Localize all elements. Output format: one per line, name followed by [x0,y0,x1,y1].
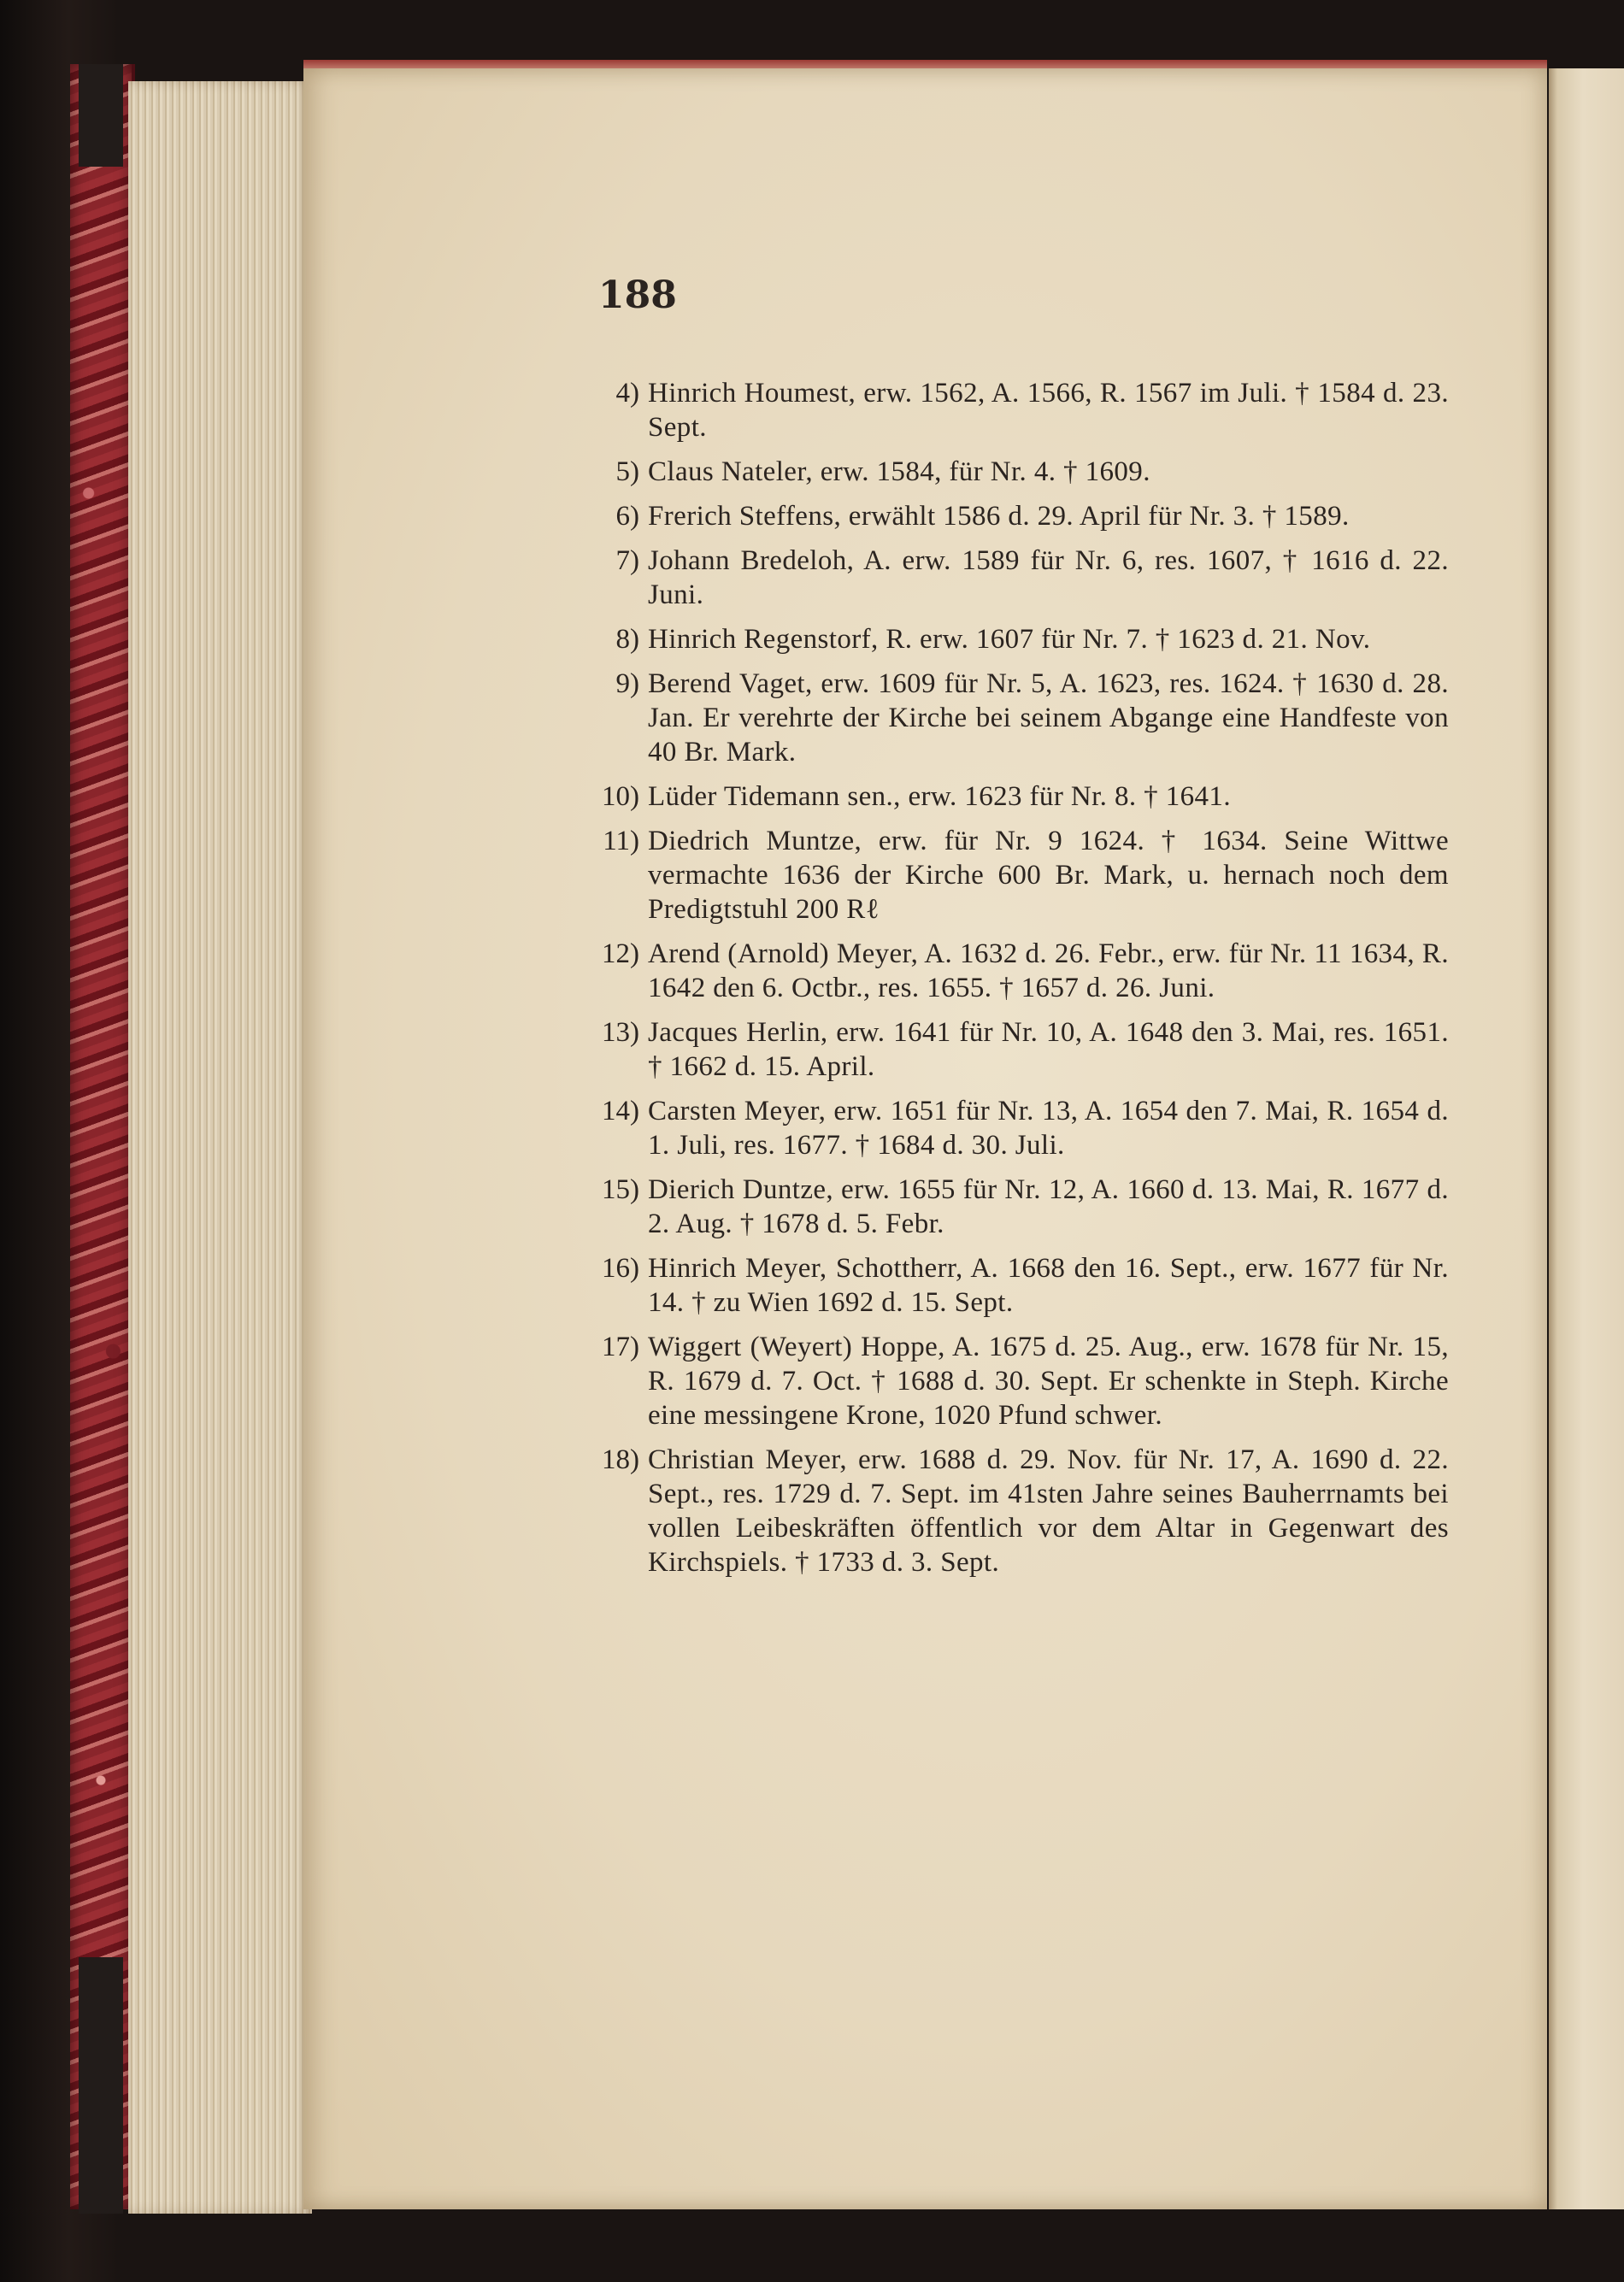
entry-text: Christian Meyer, erw. 1688 d. 29. Nov. für Nr. 17, A. 1690 d. 22. Sept., res. 1729 d. 7. Sept. im 41sten Jahre seines Bauherrnamts bei vollen Leibeskräften öffentlich vor dem Altar in Gegenwart des Kirchspiels. † 1733 d. 3. Sept. [648,1444,1449,1578]
page-number: 188 [598,273,677,317]
entry-number: 11) [603,826,639,856]
entry-number: 16) [602,1253,639,1284]
facing-page-edge [1549,68,1624,2209]
entry-text: Diedrich Muntze, erw. für Nr. 9 1624. † 1634. Seine Wittwe vermachte 1636 der Kirche 600 Br. Mark, u. hernach noch dem Predigtstuhl 200 Rℓ [648,826,1449,925]
entry-number: 4) [615,378,639,409]
entry-11 [573,824,1449,926]
entry-number: 8) [615,624,639,655]
entry-number: 17) [602,1332,639,1362]
entry-5 [573,455,1449,489]
entry-17 [573,1330,1449,1432]
entry-text: Carsten Meyer, erw. 1651 für Nr. 13, A. 1654 den 7. Mai, R. 1654 d. 1. Juli, res. 1677. † 1684 d. 30. Juli. [648,1096,1449,1161]
entry-16 [573,1251,1449,1320]
entry-text: Berend Vaget, erw. 1609 für Nr. 5, A. 1623, res. 1624. † 1630 d. 28. Jan. Er verehrte der Kirche bei seinem Abgange eine Handfeste von 40 Br. Mark. [648,668,1449,768]
entry-number: 12) [602,938,639,969]
entry-text: Wiggert (Weyert) Hoppe, A. 1675 d. 25. Aug., erw. 1678 für Nr. 15, R. 1679 d. 7. Oct. † 1688 d. 30. Sept. Er schenkte in Steph. Kirche eine messingene Krone, 1020 Pfund schwer. [648,1332,1449,1431]
entry-text: Hinrich Meyer, Schottherr, A. 1668 den 16. Sept., erw. 1677 für Nr. 14. † zu Wien 1692 d. 15. Sept. [648,1253,1449,1318]
entry-number: 14) [602,1096,639,1126]
entry-text: Johann Bredeloh, A. erw. 1589 für Nr. 6, res. 1607, † 1616 d. 22. Juni. [648,545,1449,610]
entry-number: 10) [602,781,639,812]
entry-number: 15) [602,1174,639,1205]
entry-number: 7) [615,545,639,576]
entry-7 [573,544,1449,612]
entry-15 [573,1173,1449,1241]
entry-text: Arend (Arnold) Meyer, A. 1632 d. 26. Febr., erw. für Nr. 11 1634, R. 1642 den 6. Octbr., res. 1655. † 1657 d. 26. Juni. [648,938,1449,1003]
entry-9 [573,667,1449,769]
entry-list [573,376,1449,1590]
entry-text: Hinrich Houmest, erw. 1562, A. 1566, R. 1567 im Juli. † 1584 d. 23. Sept. [648,378,1449,443]
entry-number: 6) [615,501,639,532]
entry-number: 5) [615,456,639,487]
entry-10 [573,779,1449,814]
entry-12 [573,937,1449,1005]
entry-text: Jacques Herlin, erw. 1641 für Nr. 10, A. 1648 den 3. Mai, res. 1651. † 1662 d. 15. April. [648,1017,1449,1082]
entry-number: 18) [602,1444,639,1475]
entry-4 [573,376,1449,444]
entry-14 [573,1094,1449,1162]
entry-text: Frerich Steffens, erwählt 1586 d. 29. April für Nr. 3. † 1589. [648,501,1350,532]
entry-number: 13) [602,1017,639,1048]
entry-text: Hinrich Regenstorf, R. erw. 1607 für Nr. 7. † 1623 d. 21. Nov. [648,624,1371,655]
entry-13 [573,1015,1449,1084]
spine-bottom [79,1957,123,2214]
entry-text: Lüder Tidemann sen., erw. 1623 für Nr. 8. † 1641. [648,781,1231,812]
entry-18 [573,1443,1449,1579]
entry-8 [573,622,1449,656]
page-edge-block [128,81,312,2214]
marbled-cover-edge [70,64,135,2209]
entry-text: Claus Nateler, erw. 1584, für Nr. 4. † 1609. [648,456,1150,487]
entry-6 [573,499,1449,533]
entry-text: Dierich Duntze, erw. 1655 für Nr. 12, A. 1660 d. 13. Mai, R. 1677 d. 2. Aug. † 1678 d. 5. Febr. [648,1174,1449,1239]
spine-top [79,64,123,167]
entry-number: 9) [615,668,639,699]
